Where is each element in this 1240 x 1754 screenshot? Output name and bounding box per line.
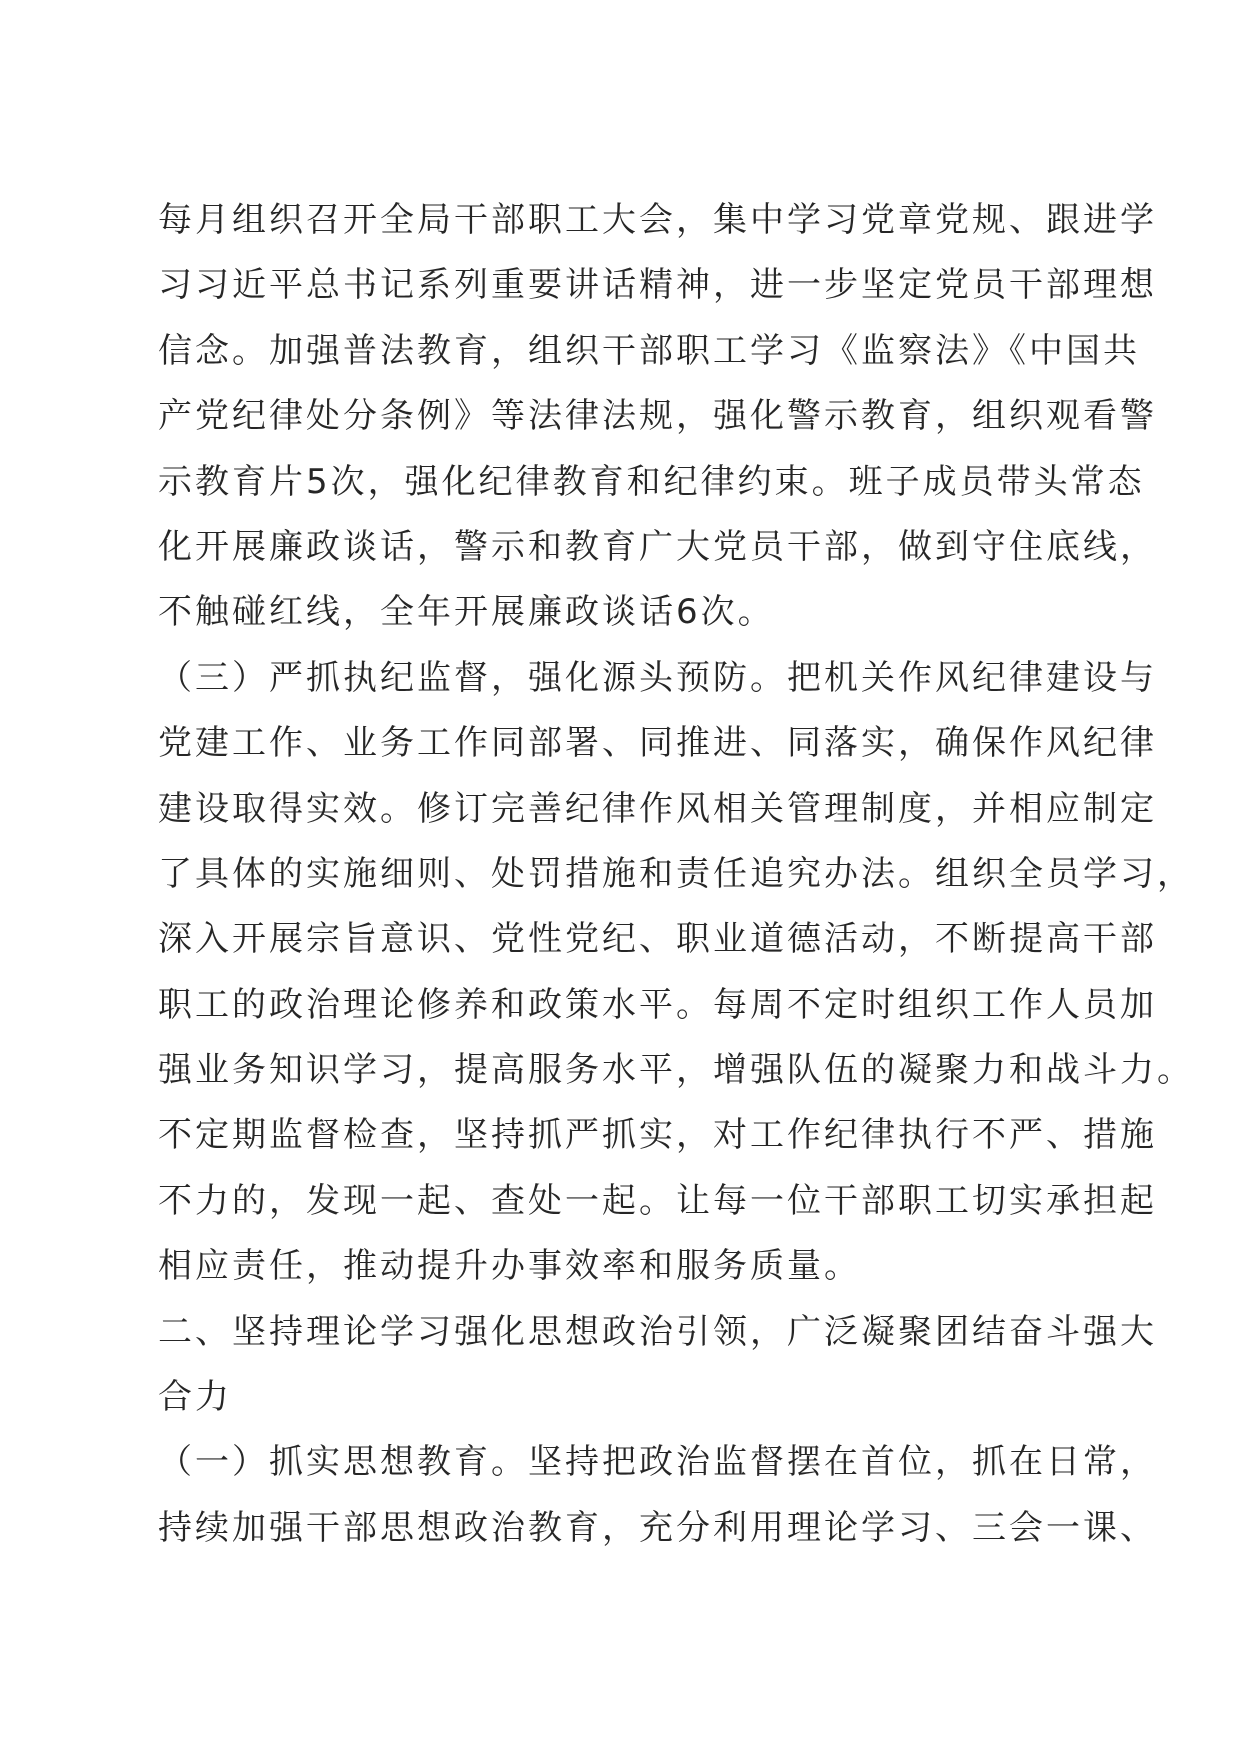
text-line: 建设取得实效。修订完善纪律作风相关管理制度，并相应制定	[158, 788, 1157, 829]
text-line: 相应责任，推动提升办事效率和服务质量。	[158, 1246, 861, 1287]
text-line: 示教育片5次，强化纪律教育和纪律约束。班子成员带头常态	[158, 461, 1145, 502]
text-line: 信念。加强普法教育，组织干部职工学习《监察法》《中国共	[158, 330, 1140, 371]
text-line: 每月组织召开全局干部职工大会，集中学习党章党规、跟进学	[158, 200, 1157, 240]
text-line: 强业务知识学习，提高服务水平，增强队伍的凝聚力和战斗力。	[158, 1050, 1194, 1091]
section-heading: 合力	[158, 1377, 232, 1418]
text-line: 不触碰红线，全年开展廉政谈话6次。	[158, 592, 775, 633]
text-line: 党建工作、业务工作同部署、同推进、同落实，确保作风纪律	[158, 723, 1157, 764]
text-line: 不力的，发现一起、查处一起。让每一位干部职工切实承担起	[158, 1180, 1157, 1221]
section-heading: 二、坚持理论学习强化思想政治引领，广泛凝聚团结奋斗强大	[158, 1311, 1157, 1352]
text-line: 深入开展宗旨意识、党性党纪、职业道德活动，不断提高干部	[158, 919, 1157, 960]
text-line: 持续加强干部思想政治教育，充分利用理论学习、三会一课、	[158, 1507, 1157, 1548]
text-line: 职工的政治理论修养和政策水平。每周不定时组织工作人员加	[158, 984, 1157, 1025]
text-line: （三）严抓执纪监督，强化源头预防。把机关作风纪律建设与	[158, 657, 1157, 698]
text-line: 习习近平总书记系列重要讲话精神，进一步坚定党员干部理想	[158, 265, 1157, 306]
text-line: （一）抓实思想教育。坚持把政治监督摆在首位，抓在日常，	[158, 1442, 1157, 1483]
text-line: 化开展廉政谈话，警示和教育广大党员干部，做到守住底线，	[158, 526, 1157, 567]
text-line: 不定期监督检查，坚持抓严抓实，对工作纪律执行不严、措施	[158, 1115, 1157, 1156]
text-line: 了具体的实施细则、处罚措施和责任追究办法。组织全员学习，	[158, 853, 1194, 894]
document-body	[158, 188, 1194, 1561]
text-line: 产党纪律处分条例》等法律法规，强化警示教育，组织观看警	[158, 396, 1157, 437]
